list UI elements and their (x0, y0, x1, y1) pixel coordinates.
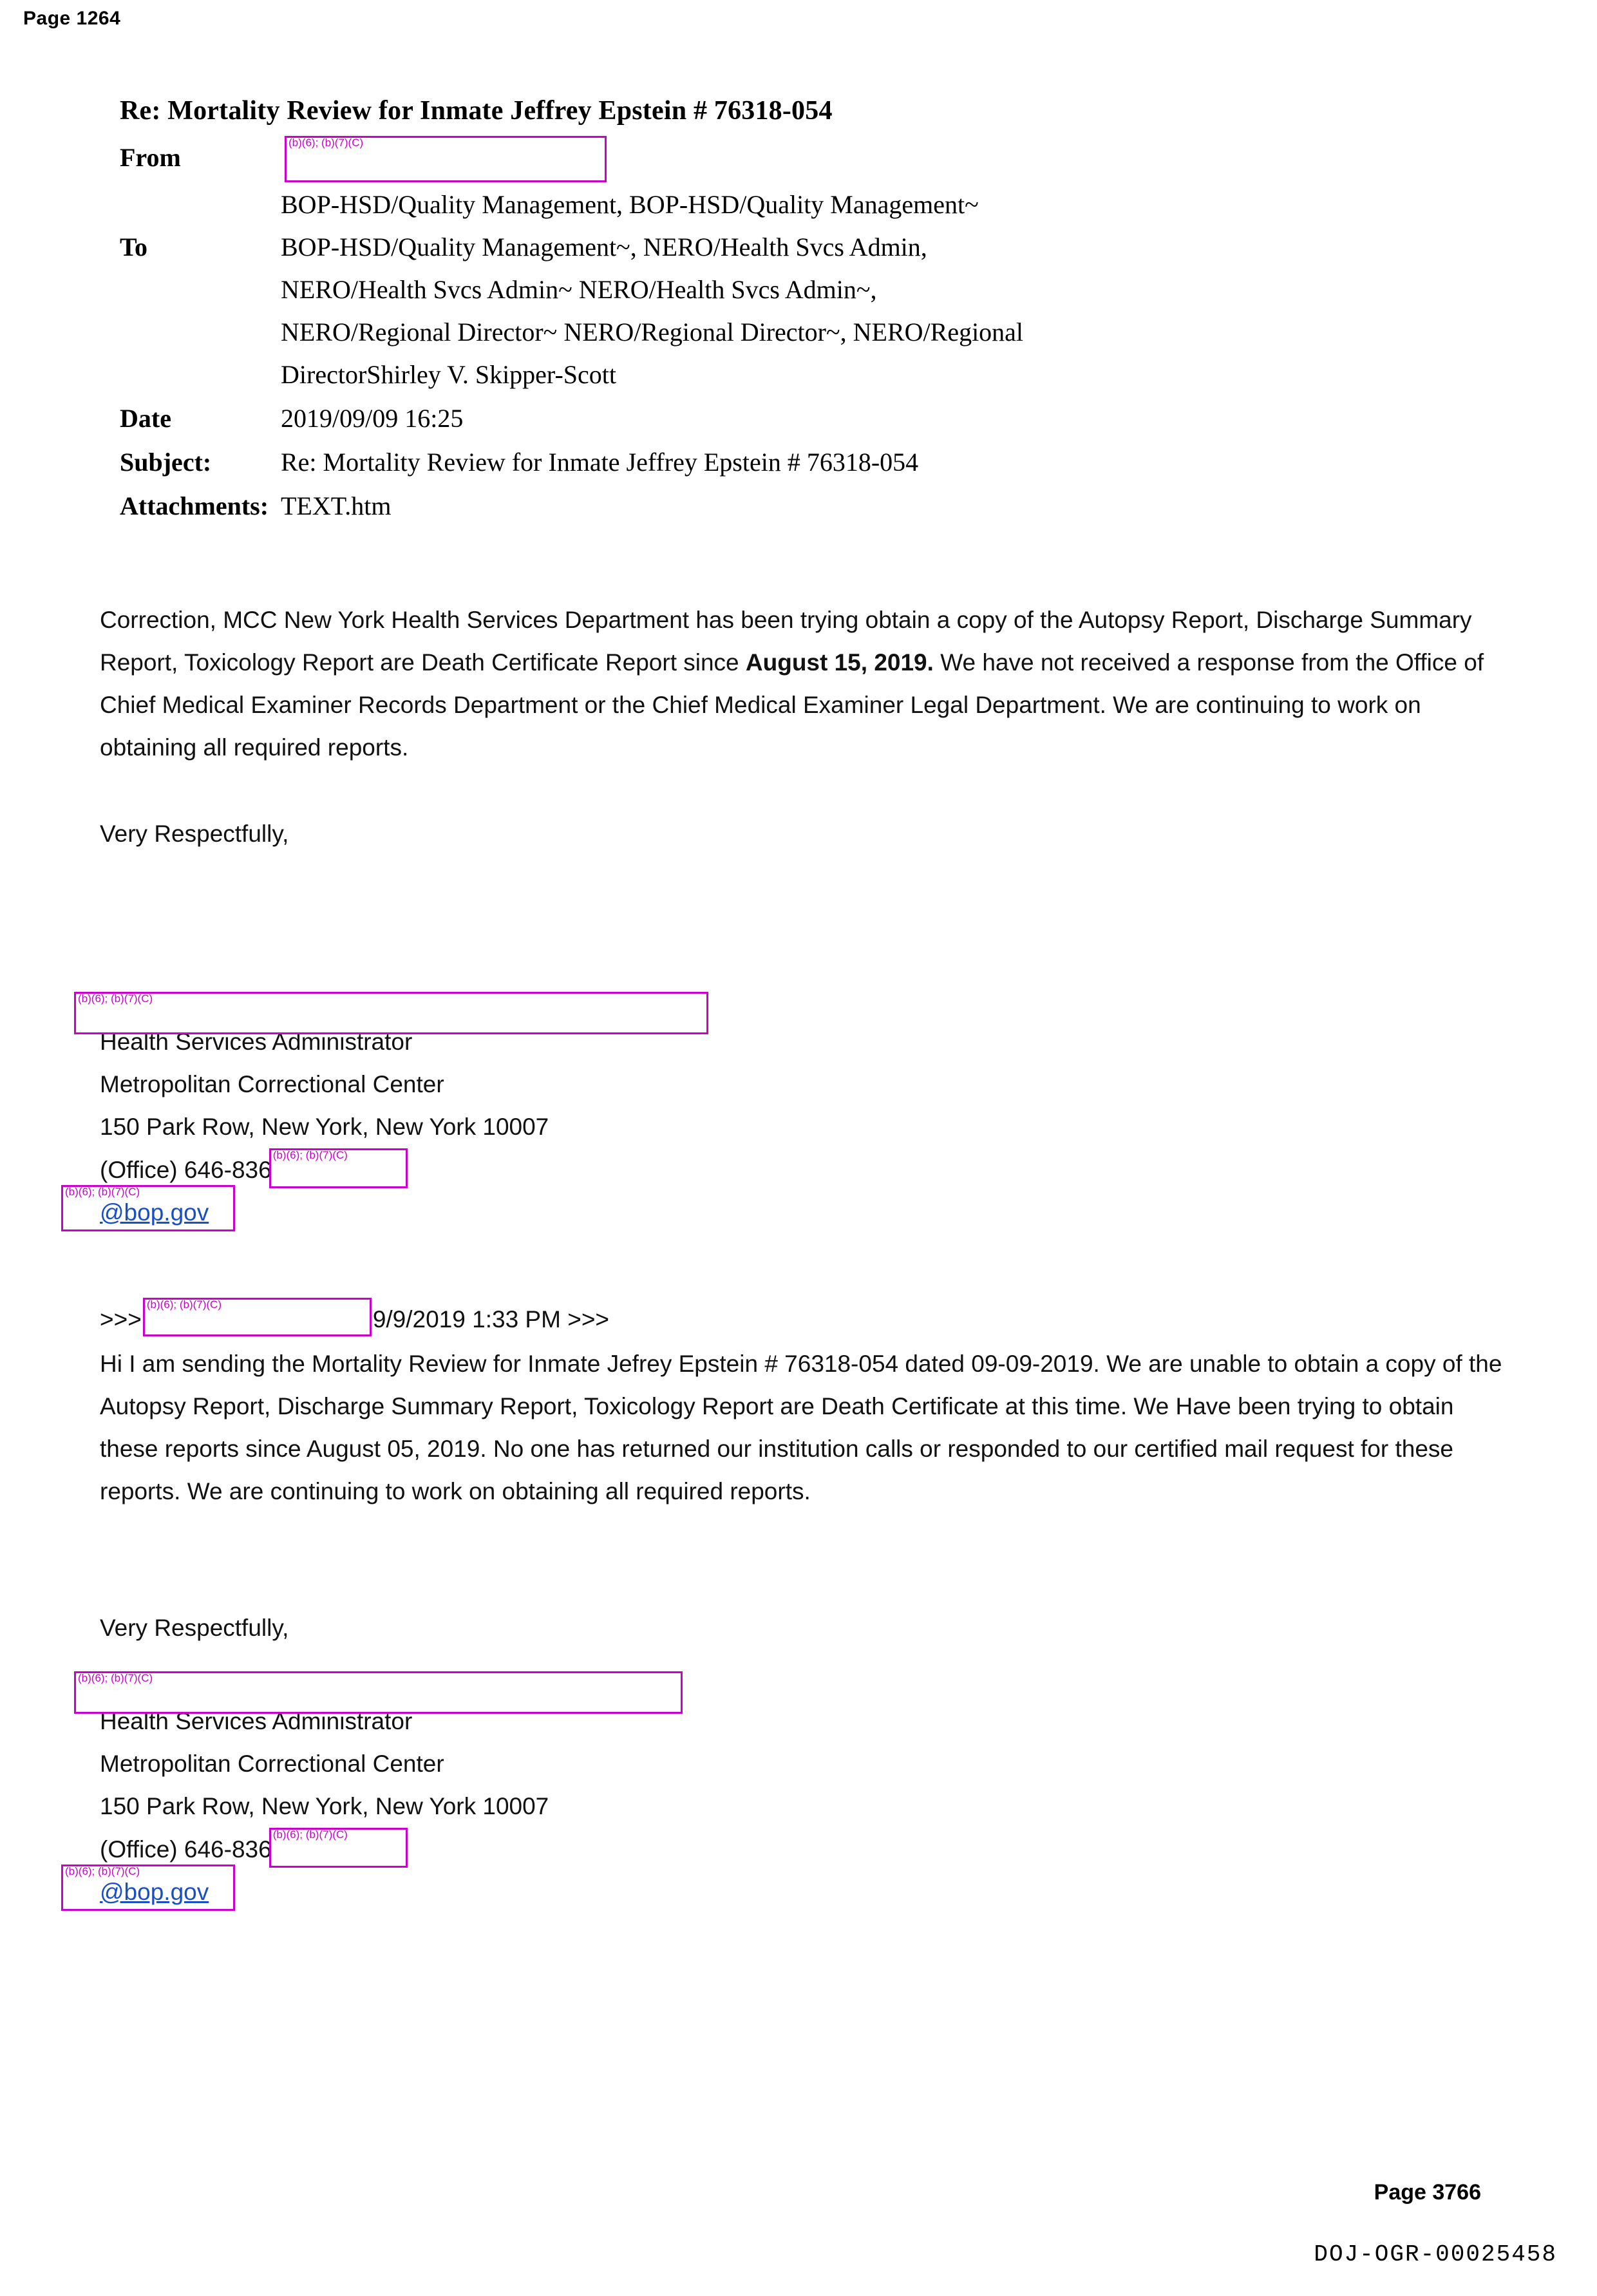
attachments-value: TEXT.htm (281, 491, 392, 520)
from-label: From (120, 143, 181, 172)
signature-2-email (65, 1865, 1504, 1913)
redaction-label: (b)(6); (b)(7)(C) (288, 136, 364, 149)
closing-1: Very Respectfully, (100, 821, 289, 847)
email-redaction-wrap (65, 1865, 209, 1913)
redaction-box-phone (269, 1148, 408, 1188)
email-redaction-wrap (65, 1186, 209, 1234)
redaction-box-reply-sender (143, 1298, 372, 1336)
to-value (281, 184, 1491, 396)
to-line: BOP-HSD/Quality Management~, NERO/Health Svcs Admin, (281, 232, 927, 261)
signature-2-phone-text: (Office) 646-836 (100, 1836, 272, 1863)
header-row-date (120, 397, 1491, 440)
redaction-box-from (285, 136, 607, 182)
paragraph-1-part-2: We have not received a response from the Office of Chief Medical Examiner Records Department or the Chief Medical Examiner Legal Department. We are continuing to work on obtaining all required reports. (100, 649, 1484, 761)
to-line: NERO/Regional Director~ NERO/Regional Director~, NERO/Regional (281, 317, 1024, 346)
redaction-label: (b)(6); (b)(7)(C) (272, 1149, 348, 1161)
attachments-label: Attachments: (120, 491, 269, 520)
signature-1-phone-text: (Office) 646-836 (100, 1157, 272, 1183)
redaction-box-signature-name (74, 992, 708, 1034)
signature-1-address: 150 Park Row, New York, New York 10007 (100, 1114, 549, 1140)
redaction-label: (b)(6); (b)(7)(C) (146, 1298, 222, 1311)
date-label: Date (120, 403, 171, 433)
redaction-box-signature-name (74, 1671, 683, 1714)
signature-2-address: 150 Park Row, New York, New York 10007 (100, 1793, 549, 1819)
email-header (120, 95, 1491, 529)
redaction-label: (b)(6); (b)(7)(C) (65, 1186, 140, 1198)
redaction-box-email (61, 1185, 235, 1231)
reply-marker-suffix: 9/9/2019 1:33 PM >>> (372, 1306, 610, 1333)
page-number-top: Page 1264 (23, 8, 121, 29)
email-link-2[interactable]: @bop.gov (100, 1879, 209, 1905)
redaction-box-phone (269, 1828, 408, 1868)
to-line: NERO/Health Svcs Admin~ NERO/Health Svcs Admin~, (281, 274, 877, 304)
to-line: BOP-HSD/Quality Management, BOP-HSD/Quality Management~ (281, 189, 979, 219)
redaction-label: (b)(6); (b)(7)(C) (272, 1828, 348, 1841)
subject-label: Subject: (120, 447, 212, 477)
redaction-label: (b)(6); (b)(7)(C) (65, 1865, 140, 1877)
body-paragraph-1 (100, 599, 1504, 769)
signature-1-facility: Metropolitan Correctional Center (100, 1071, 444, 1097)
body-paragraph-2: Hi I am sending the Mortality Review for Inmate Jefrey Epstein # 76318-054 dated 09-09-2019. We are unable to obtain a copy of the Autopsy Report, Discharge Summary Report, Toxicology Report are Death Certificate at this time. We Have been trying to obtain these reports since August 05, 2019. No one has returned our institution calls or responded to our certified mail request for these reports. We are continuing to work on obtaining all required reports. (100, 1351, 1502, 1504)
header-row-to (120, 184, 1491, 396)
redaction-box-email (61, 1864, 235, 1911)
signature-2-phone (100, 1828, 1504, 1871)
header-row-subject (120, 441, 1491, 484)
from-value (281, 137, 1491, 182)
signature-2-facility: Metropolitan Correctional Center (100, 1750, 444, 1777)
bates-stamp: DOJ-OGR-00025458 (1314, 2241, 1557, 2268)
to-label: To (120, 232, 148, 261)
closing-2: Very Respectfully, (100, 1615, 289, 1641)
reply-marker (100, 1298, 1504, 1341)
to-line: DirectorShirley V. Skipper-Scott (281, 359, 616, 389)
signature-block-1 (65, 992, 1504, 1234)
paragraph-1-emphasis: August 15, 2019. (745, 649, 934, 676)
header-row-from (120, 137, 1491, 182)
date-value: 2019/09/09 16:25 (281, 403, 464, 433)
redaction-label: (b)(6); (b)(7)(C) (78, 992, 153, 1005)
page-number-bottom: Page 3766 (1374, 2180, 1481, 2205)
reply-marker-prefix: >>> (100, 1306, 142, 1333)
email-link-1[interactable]: @bop.gov (100, 1199, 209, 1226)
subject-value: Re: Mortality Review for Inmate Jeffrey Epstein # 76318-054 (281, 447, 919, 477)
paragraph-1-part-1: Correction, MCC New York Health Services Department has been trying obtain a copy of the Autopsy Report, Discharge Summary Report, Toxicology Report are Death Certificate Report since (100, 607, 1472, 676)
signature-2-title: Health Services Administrator (100, 1708, 413, 1734)
signature-1-email (65, 1186, 1504, 1234)
signature-1-title: Health Services Administrator (100, 1029, 413, 1055)
header-row-attachments (120, 485, 1491, 527)
signature-block-2 (65, 1672, 1504, 1913)
signature-1-phone (100, 1148, 1504, 1191)
redaction-label: (b)(6); (b)(7)(C) (78, 1672, 153, 1684)
page-title: Re: Mortality Review for Inmate Jeffrey Epstein # 76318-054 (120, 96, 833, 126)
